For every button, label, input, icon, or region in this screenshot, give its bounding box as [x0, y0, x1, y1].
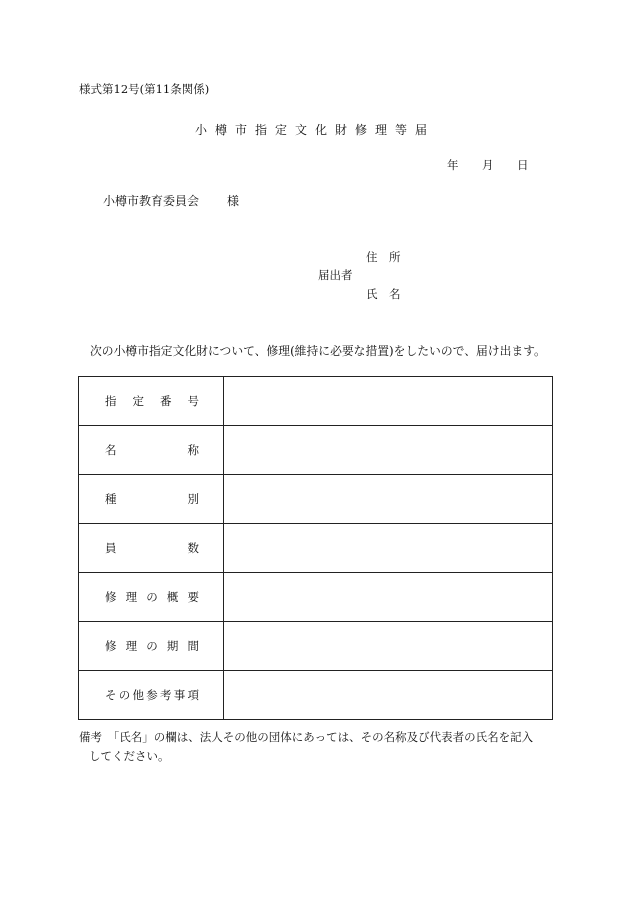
label-char: 項 [187, 688, 199, 702]
other-reference-value-cell[interactable] [224, 671, 553, 720]
date-month-label: 月 [482, 158, 494, 172]
remarks-line-1: 「氏名」の欄は、法人その他の団体にあっては、その名称及び代表者の氏名を記入 [113, 730, 534, 744]
document-title: 小樽市指定文化財修理等届 [194, 123, 435, 137]
date-day-label: 日 [517, 158, 529, 172]
remarks-line-2: してください。 [89, 749, 170, 763]
quantity-value-cell[interactable] [224, 524, 553, 573]
label-char: 種 [105, 492, 117, 506]
designation-number-label [105, 393, 199, 409]
label-char: 員 [105, 541, 117, 555]
repair-period-value-cell[interactable] [224, 622, 553, 671]
label-char: 別 [187, 492, 199, 506]
other-reference-label-cell [79, 671, 224, 720]
table-row [79, 426, 553, 475]
label-char: 理 [125, 639, 138, 653]
name-value-cell[interactable] [224, 426, 553, 475]
form-table [78, 376, 553, 720]
table-row [79, 573, 553, 622]
label-char: 要 [187, 590, 199, 604]
label-char: 間 [187, 639, 199, 653]
designation-number-label-cell [79, 377, 224, 426]
table-row [79, 475, 553, 524]
label-char: 理 [125, 590, 138, 604]
label-char: の [146, 590, 158, 604]
label-char: 指 [105, 394, 117, 408]
category-value-cell[interactable] [224, 475, 553, 524]
other-reference-label [105, 687, 199, 703]
label-char: 号 [187, 394, 199, 408]
table-row [79, 377, 553, 426]
repair-summary-value-cell[interactable] [224, 573, 553, 622]
label-char: 番 [160, 394, 172, 408]
form-number: 様式第12号(第11条関係) [79, 82, 210, 96]
addressee [103, 192, 239, 209]
label-char: 称 [187, 443, 199, 457]
label-char: 修 [105, 639, 117, 653]
label-char: の [146, 639, 158, 653]
table-row [79, 622, 553, 671]
quantity-label-cell [79, 524, 224, 573]
category-label [105, 491, 199, 507]
name-label-cell [79, 426, 224, 475]
label-char: 考 [160, 688, 172, 702]
remarks-label: 備考 [79, 730, 102, 744]
label-char: 期 [166, 639, 179, 653]
designation-number-value-cell[interactable] [224, 377, 553, 426]
repair-period-label-cell [79, 622, 224, 671]
name-label: 氏 名 [366, 287, 401, 301]
label-char: 概 [166, 590, 179, 604]
label-char: 他 [132, 688, 144, 702]
category-label-cell [79, 475, 224, 524]
table-row [79, 671, 553, 720]
remarks-note [79, 728, 559, 766]
label-char: 事 [173, 688, 186, 702]
label-char: の [118, 688, 131, 702]
address-label: 住 所 [366, 250, 401, 264]
label-char: 修 [105, 590, 117, 604]
repair-period-label [105, 638, 199, 654]
label-char: 数 [187, 541, 199, 555]
label-char: 定 [132, 394, 144, 408]
intro-text: 次の小樽市指定文化財について、修理(維持に必要な措置)をしたいので、届け出ます。 [90, 344, 546, 358]
addressee-honorific: 様 [227, 194, 240, 208]
name-label [105, 442, 199, 458]
quantity-label [105, 540, 199, 556]
repair-summary-label-cell [79, 573, 224, 622]
label-char: そ [105, 688, 117, 702]
label-char: 参 [146, 688, 158, 702]
addressee-name: 小樽市教育委員会 [103, 194, 200, 208]
notifier-label: 届出者 [318, 268, 353, 282]
table-row [79, 524, 553, 573]
date-year-label: 年 [447, 158, 459, 172]
label-char: 名 [105, 443, 117, 457]
repair-summary-label [105, 589, 199, 605]
